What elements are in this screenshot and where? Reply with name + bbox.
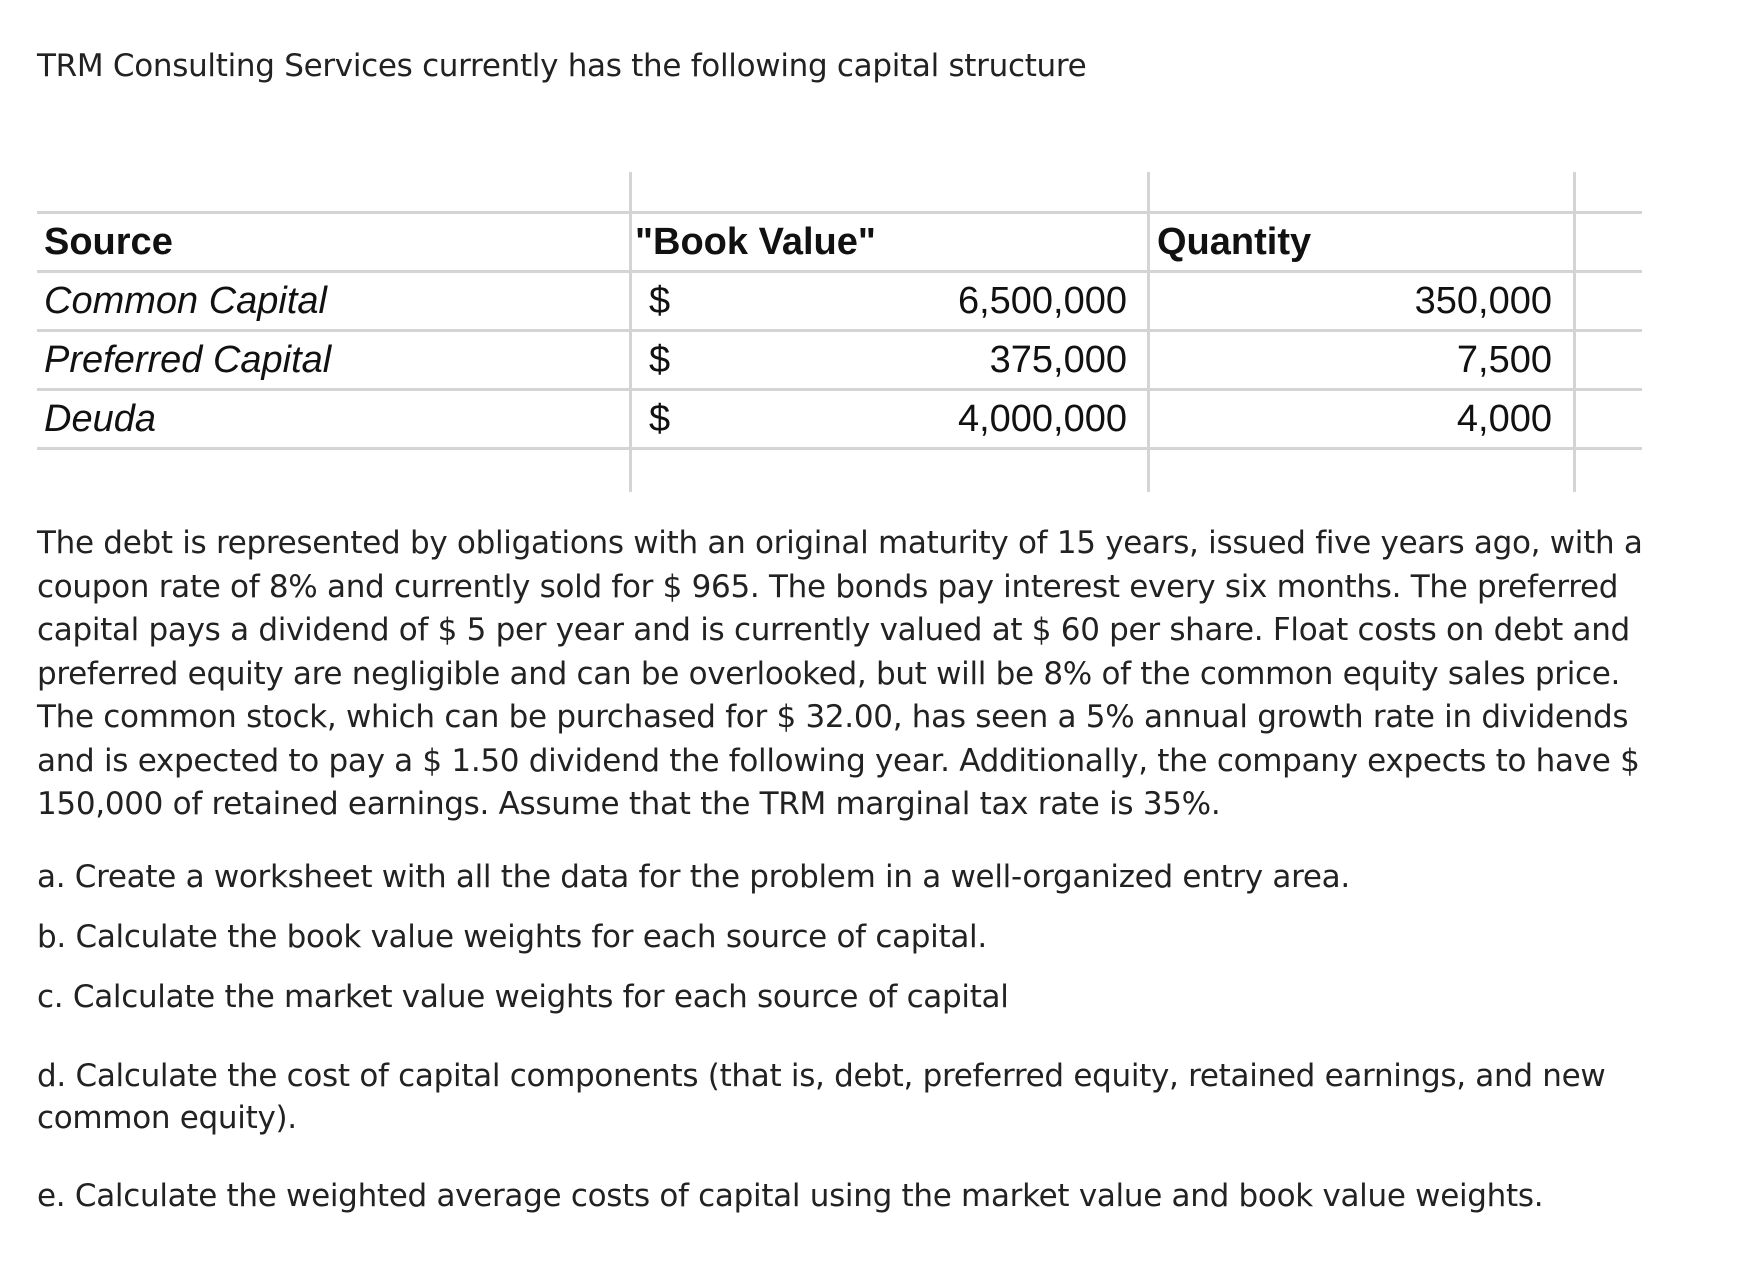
question-d-line1: d. Calculate the cost of capital components (that is, debt, preferred equity, retained earnings, and new: [37, 1058, 1606, 1094]
paragraph-line: capital pays a dividend of $ 5 per year and is currently valued at $ 60 per share. Float costs on debt and: [37, 612, 1630, 648]
row-book-value: 6,500,000: [957, 280, 1127, 322]
row-quantity: 4,000: [1456, 398, 1552, 440]
question-e: e. Calculate the weighted average costs of capital using the market value and book value weights.: [37, 1178, 1544, 1214]
row-quantity: 7,500: [1456, 339, 1552, 381]
header-book-value: "Book Value": [635, 221, 876, 263]
column-divider: [1147, 172, 1150, 492]
question-d-line2: common equity).: [37, 1100, 297, 1136]
paragraph-line: coupon rate of 8% and currently sold for $ 965. The bonds pay interest every six months. The preferred: [37, 568, 1619, 605]
row-source: Common Capital: [44, 280, 327, 322]
row-divider: [37, 447, 1642, 450]
question-a: a. Create a worksheet with all the data for the problem in a well-organized entry area.: [37, 859, 1350, 895]
paragraph-line: The common stock, which can be purchased for $ 32.00, has seen a 5% annual growth rate in dividends: [37, 699, 1629, 735]
row-book-value: 375,000: [989, 339, 1127, 381]
problem-description: [37, 522, 1677, 827]
header-quantity: Quantity: [1157, 221, 1312, 263]
paragraph-line: The debt is represented by obligations with an original maturity of 15 years, issued five years ago, with a: [37, 525, 1643, 561]
paragraph-line: and is expected to pay a $ 1.50 dividend the following year. Additionally, the company expects to have $: [37, 742, 1640, 779]
currency-symbol: $: [649, 398, 671, 440]
row-book-value: 4,000,000: [957, 398, 1127, 440]
intro-text: TRM Consulting Services currently has the following capital structure: [37, 48, 1087, 84]
paragraph-line: 150,000 of retained earnings. Assume that the TRM marginal tax rate is 35%.: [37, 786, 1221, 822]
header-source: Source: [44, 221, 173, 263]
row-source: Preferred Capital: [44, 339, 332, 381]
currency-symbol: $: [649, 280, 671, 322]
row-quantity: 350,000: [1414, 280, 1552, 322]
column-divider: [1573, 172, 1576, 492]
currency-symbol: $: [649, 339, 671, 381]
row-source: Deuda: [44, 398, 156, 440]
question-b: b. Calculate the book value weights for each source of capital.: [37, 919, 987, 955]
capital-structure-table: [37, 172, 1642, 492]
question-c: c. Calculate the market value weights for each source of capital: [37, 979, 1009, 1015]
paragraph-line: preferred equity are negligible and can be overlooked, but will be 8% of the common equity sales price.: [37, 655, 1621, 692]
column-divider: [629, 172, 632, 492]
